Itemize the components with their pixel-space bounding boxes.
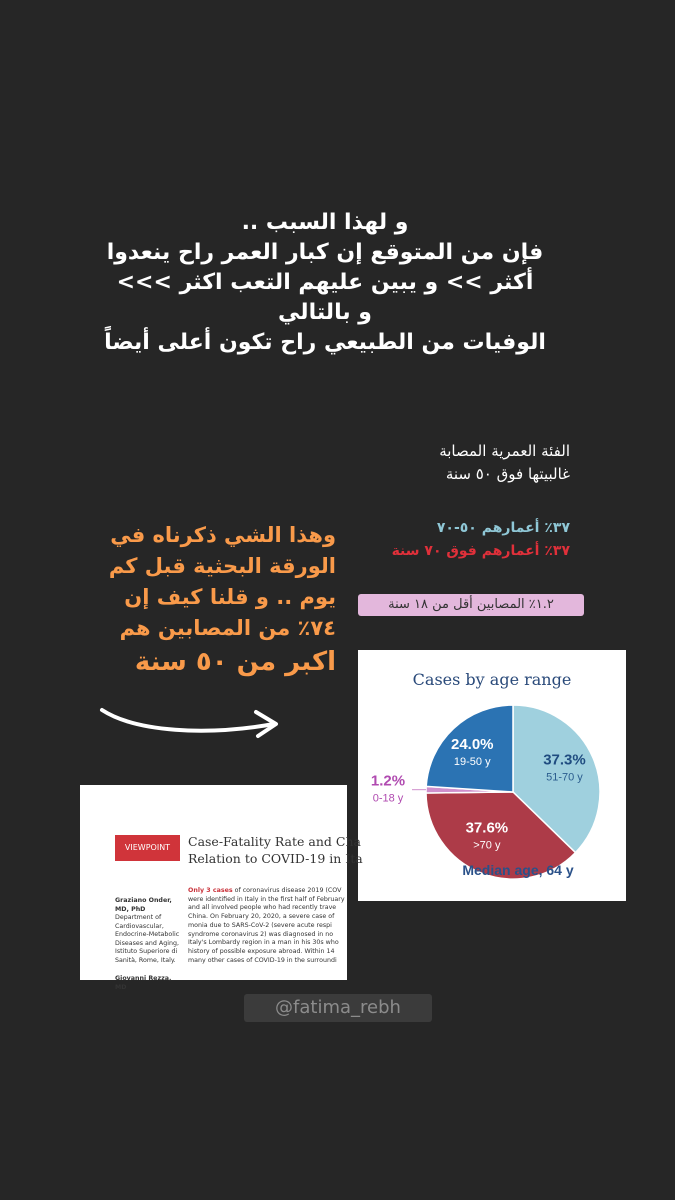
paper-excerpt	[80, 785, 363, 991]
paper-body-first: of coronavirus disease 2019 (COV	[232, 887, 342, 894]
headline-line: أكثر >> و يبين عليهم التعب اكثر >>>	[116, 270, 534, 295]
paper-body-line: Italy's Lombardy region in a man in his 30s who	[188, 939, 339, 947]
note-line: يوم .. و قلنا كيف إن	[124, 585, 336, 609]
slice-value-label: 37.3%	[543, 751, 586, 769]
pie-chart	[358, 650, 626, 901]
author-line: Istituto Superiore di	[115, 948, 178, 955]
author-line: Giovanni Rezza, MD	[115, 975, 172, 991]
paper-authors	[115, 897, 185, 992]
slice-range-label: 0-18 y	[372, 792, 404, 805]
note-line-emphasis: اكبر من ٥٠ سنة	[134, 647, 336, 677]
author-line: Sanità, Rome, Italy.	[115, 956, 176, 964]
orange-note	[78, 520, 336, 680]
paper-title-line: Case-Fatality Rate and Cha	[188, 834, 361, 849]
slice-range-label: >70 y	[473, 839, 501, 852]
headline	[20, 208, 630, 358]
chart-card	[358, 650, 626, 901]
paper-body-lead: Only 3 cases	[188, 887, 233, 894]
stat-50-70: ٣٧٪ أعمارهم ٥٠-٧٠	[436, 520, 570, 536]
paper-body-line: many other cases of COVID-19 in the surroundi	[188, 956, 337, 964]
headline-line: و بالتالي	[278, 300, 372, 325]
age-info-line: غالبيتها فوق ٥٠ سنة	[445, 465, 570, 483]
headline-line: الوفيات من الطبيعي راح تكون أعلى أيضاً	[104, 330, 546, 355]
note-line: الورقة البحثية قبل كم	[108, 554, 336, 578]
note-line: وهذا الشي ذكرناه في	[110, 523, 336, 547]
paper-body	[188, 887, 388, 965]
author-line: Endocrine-Metabolic	[115, 931, 180, 938]
author-line: Graziano Onder, MD, PhD	[115, 897, 172, 913]
stat-over-70: ٣٧٪ أعمارهم فوق ٧٠ سنة	[391, 543, 570, 559]
paper-body-line: China. On February 20, 2020, a severe case of	[188, 913, 335, 921]
headline-line: فإن من المتوقع إن كبار العمر راح ينعدوا	[106, 240, 544, 265]
stat-under-18-badge: ١.٢٪ المصابين أقل من ١٨ سنة	[358, 594, 584, 616]
note-line: ٧٤٪ من المصابين هم	[119, 616, 336, 640]
age-info	[340, 440, 570, 486]
paper-body-line: syndrome coronavirus 2) was diagnosed in no	[188, 930, 334, 938]
viewpoint-badge: VIEWPOINT	[115, 835, 180, 861]
slice-value-label: 37.6%	[465, 819, 509, 837]
paper-body-line: and all involved people who had recently trave	[188, 904, 337, 912]
slice-range-label: 51-70 y	[546, 771, 583, 784]
author-line: Department of	[115, 914, 162, 921]
age-info-line: الفئة العمرية المصابة	[439, 442, 570, 460]
paper-body-line: history of possible exposure abroad. Within 14	[188, 947, 335, 955]
chart-title: Cases by age range	[412, 670, 572, 689]
paper-title-line: Relation to COVID-19 in Ita	[188, 851, 363, 866]
author-line: Diseases and Aging,	[115, 939, 179, 947]
author-line: Cardiovascular,	[115, 922, 164, 930]
slice-range-label: 19-50 y	[453, 756, 491, 769]
paper-body-line: were identified in Italy in the first half of February	[188, 895, 345, 903]
headline-line: و لهذا السبب ..	[241, 210, 409, 235]
arrow-right-icon	[96, 702, 286, 742]
slice-value-label: 1.2%	[370, 772, 406, 790]
paper-body-line: monia due to SARS-CoV-2 (severe acute respi	[188, 921, 332, 929]
paper-title	[188, 833, 388, 867]
chart-footer-median-age: Median age, 64 y	[462, 862, 574, 878]
slice-value-label: 24.0%	[450, 736, 494, 754]
user-handle-tag[interactable]: @fatima_rebh	[244, 994, 432, 1022]
